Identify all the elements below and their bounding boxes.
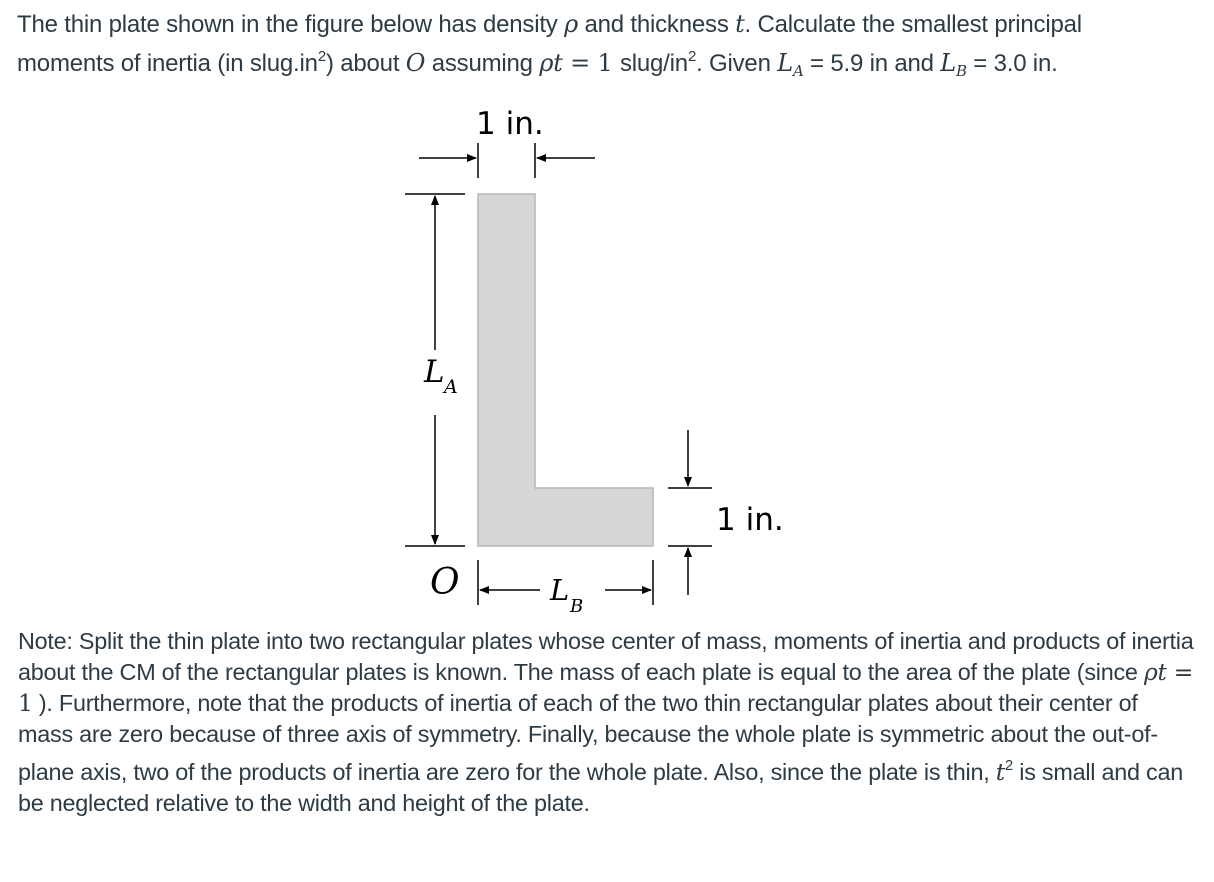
equals-one: = 1 <box>18 658 1194 717</box>
la-label-subscript: A <box>444 376 458 398</box>
lb-symbol: L <box>940 49 956 77</box>
origin-label: O <box>430 562 460 603</box>
rho-t-symbol: ρt <box>1143 658 1167 686</box>
origin-symbol: O <box>405 49 426 77</box>
t-symbol: t <box>995 758 1005 786</box>
note-segment: is small and can be neglected relative to the width and height of the plate. <box>18 759 1183 816</box>
exponent: 2 <box>687 48 697 65</box>
exponent: 2 <box>1004 757 1014 774</box>
exponent: 2 <box>317 48 326 65</box>
question-segment: moments of inertia (in slug.in <box>17 50 318 77</box>
right-height-label: 1 in. <box>716 502 784 538</box>
question-segment: ) about <box>325 50 406 77</box>
top-width-label: 1 in. <box>476 106 544 142</box>
lb-value: = 3.0 in. <box>966 50 1058 77</box>
lb-label-l: L <box>550 573 570 607</box>
lb-label-subscript: B <box>570 596 584 617</box>
la-symbol: L <box>777 49 793 77</box>
l-shaped-plate <box>478 194 653 546</box>
note-segment: ). Furthermore, note that the products of inertia of each of the two thin rectangular plates about their center of mass are zero because of three axis of symmetry. Finally, because the whole plate is symmetric about the out-of-plane axis, two of the products of inertia are zero for the whole plate. Also, since the plate is thin, <box>18 690 1158 785</box>
rho-symbol: ρ <box>564 10 578 38</box>
t-symbol: t <box>735 10 745 38</box>
la-label-l: L <box>424 354 445 390</box>
question-segment: . Given <box>696 50 778 77</box>
note-text <box>18 626 1198 819</box>
question-segment: . Calculate the smallest principal <box>744 11 1082 38</box>
equals-one: = 1 <box>562 49 620 77</box>
unit-label: slug/in <box>619 50 688 77</box>
question-segment: and thickness <box>578 11 736 38</box>
rho-t-symbol: ρt <box>539 49 563 77</box>
la-value: = 5.9 in and <box>803 50 941 77</box>
note-segment: Note: Split the thin plate into two rectangular plates whose center of mass, moments of inertia and products of inertia about the CM of the rectangular plates is known. The mass of each plate is equal to the area of the plate (since <box>18 628 1194 685</box>
la-subscript: A <box>792 62 804 80</box>
question-segment: The thin plate shown in the figure below has density <box>17 11 565 38</box>
lb-subscript: B <box>956 62 967 80</box>
question-segment: assuming <box>425 50 540 77</box>
